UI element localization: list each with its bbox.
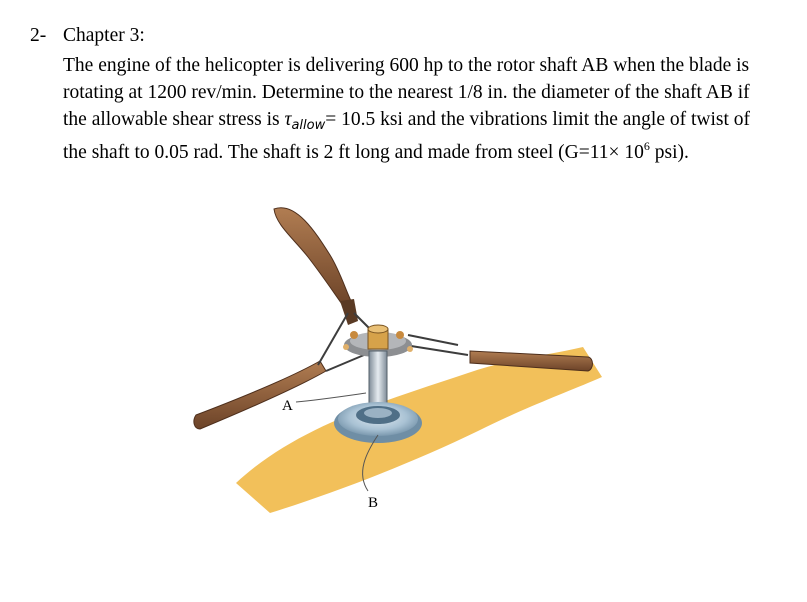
problem-text bbox=[63, 52, 778, 166]
allowable-shear-stress-symbol bbox=[284, 109, 326, 133]
problem-number: 2- bbox=[30, 25, 47, 46]
tau-symbol: τ bbox=[284, 109, 292, 130]
label-a: A bbox=[282, 398, 293, 414]
label-b: B bbox=[368, 495, 379, 511]
problem-statement bbox=[30, 22, 790, 166]
helicopter-rotor-figure bbox=[178, 195, 608, 535]
chapter-title: Chapter 3: bbox=[63, 25, 145, 46]
rotor-blade-left bbox=[194, 361, 326, 429]
rotor-blade-upper bbox=[274, 208, 352, 307]
tau-subscript: allow bbox=[291, 118, 326, 133]
problem-text-part-3: psi). bbox=[649, 142, 689, 163]
leader-line-a bbox=[296, 393, 366, 402]
problem-text-part-1: The engine of the helicopter is delivering 600 hp to the rotor shaft AB when the blade is rotating at 1200 rev/min. Determine to the nearest 1/8 in. the diameter of the shaft AB if the allowable shear stress is bbox=[63, 55, 750, 130]
exponent: 6 bbox=[643, 139, 650, 153]
problem-heading bbox=[30, 22, 790, 49]
problem-text-part-2: = 10.5 ksi and the vibrations limit the angle of twist of the shaft to 0.05 rad. The shaft is 2 ft long and made from steel (G=11× 10 bbox=[63, 109, 751, 163]
rotor-illustration bbox=[178, 195, 608, 535]
